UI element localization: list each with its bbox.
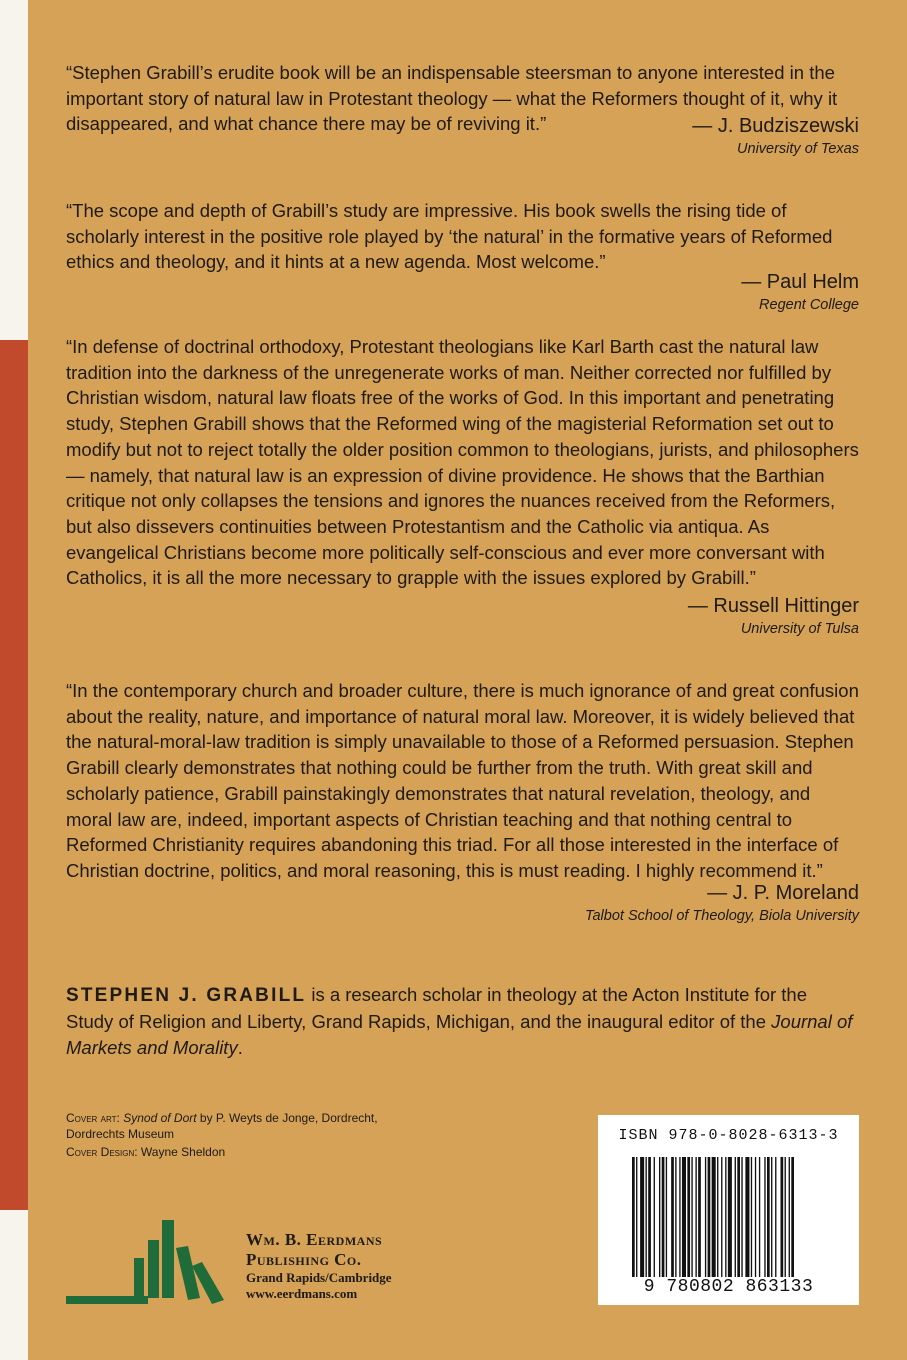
barcode-panel bbox=[598, 1115, 859, 1305]
barcode-bar bbox=[636, 1157, 637, 1277]
barcode-bar bbox=[682, 1157, 686, 1277]
barcode-bar bbox=[632, 1157, 635, 1277]
quote-attribution bbox=[66, 269, 859, 315]
barcode-bar bbox=[755, 1157, 756, 1277]
cover-credits bbox=[66, 1111, 396, 1161]
quote-text: “In the contemporary church and broader culture, there is much ignorance of and great confusion about the reality, nature, and importance of natural moral law. Moreover, it is widely believed that the natural-moral-law tradition is simply unavailable to those of a Reformed persuasion. Stephen Grabill clearly demonstrates that nothing could be further from the truth. With great skill and scholarly patience, Grabill painstakingly demonstrates that natural revelation, theology, and moral law are, indeed, important aspects of Christian teaching and that nothing central to Reformed Christianity requires abandoning this triad. For all those interested in the interface of Christian doctrine, politics, and moral reasoning, this is must reading. I highly recommend it.” bbox=[66, 680, 859, 881]
endorser-name: — Russell Hittinger bbox=[687, 595, 859, 618]
endorser-name: — Paul Helm bbox=[741, 271, 859, 294]
barcode-bar bbox=[705, 1157, 706, 1277]
barcode-bar bbox=[725, 1157, 726, 1277]
cover-art-title: Synod of Dort bbox=[123, 1111, 197, 1125]
barcode-bar bbox=[728, 1157, 732, 1277]
isbn-label: ISBN 978-0-8028-6313-3 bbox=[618, 1127, 839, 1144]
barcode-bar bbox=[764, 1157, 765, 1277]
quote-text: “Stephen Grabill’s erudite book will be an indispensable steersman to anyone interested in the important story of natural law in Protestant theology — what the Reformers thought of it, why it disappeared, and what chance there may be of reviving it.” bbox=[66, 62, 838, 135]
barcode-bar bbox=[648, 1157, 651, 1277]
eerdmans-logo-icon bbox=[66, 1218, 246, 1308]
bio-text: is a research scholar in theology at the Acton Institute for the Study of Religion and Liberty, Grand Rapids, Michigan, and the inaugural editor of the bbox=[66, 984, 807, 1032]
barcode-bar bbox=[759, 1157, 760, 1277]
endorser-affiliation: Talbot School of Theology, Biola University bbox=[584, 907, 859, 924]
barcode-bar bbox=[771, 1157, 772, 1277]
barcode-bar bbox=[789, 1157, 790, 1277]
endorsement-quote-4 bbox=[66, 678, 859, 926]
barcode-number: 9 780802 863133 bbox=[643, 1277, 814, 1297]
cover-art-details: by P. Weyts de Jonge, Dordrecht, Dordrechts Museum bbox=[66, 1111, 378, 1141]
endorsement-quote-3 bbox=[66, 334, 859, 639]
endorser-affiliation: University of Texas bbox=[737, 141, 859, 158]
barcode-bar bbox=[717, 1157, 718, 1277]
quote-attribution bbox=[66, 593, 859, 639]
spine-edge-red bbox=[0, 340, 28, 1210]
endorser-name: — J. Budziszewski bbox=[692, 115, 859, 138]
barcode-bar bbox=[679, 1157, 680, 1277]
author-name: STEPHEN J. GRABILL bbox=[66, 985, 307, 1006]
author-bio bbox=[66, 982, 859, 1061]
endorser-affiliation: Regent College bbox=[759, 297, 859, 314]
spine-edge-bottom bbox=[0, 1210, 28, 1360]
bio-end: . bbox=[237, 1037, 243, 1058]
barcode-bar bbox=[675, 1157, 676, 1277]
barcode-bar bbox=[662, 1157, 665, 1277]
barcode-bar bbox=[698, 1157, 701, 1277]
publisher-website: www.eerdmans.com bbox=[246, 1286, 358, 1301]
barcode-bar bbox=[654, 1157, 655, 1277]
barcode-bar bbox=[712, 1157, 716, 1277]
barcode-bar bbox=[687, 1157, 690, 1277]
quote-attribution bbox=[66, 880, 859, 926]
barcode-bar bbox=[735, 1157, 736, 1277]
publisher-imprint bbox=[246, 1230, 466, 1302]
barcode-bar bbox=[691, 1157, 692, 1277]
endorser-name: — J. P. Moreland bbox=[707, 881, 859, 904]
barcode-bar bbox=[695, 1157, 696, 1277]
barcode-bar bbox=[751, 1157, 752, 1277]
publisher-name-line1: Wm. B. Eerdmans bbox=[246, 1230, 383, 1249]
barcode-bar bbox=[745, 1157, 749, 1277]
cover-art-credit bbox=[66, 1111, 396, 1142]
barcode-bar bbox=[785, 1157, 786, 1277]
cover-design-name: Wayne Sheldon bbox=[137, 1145, 226, 1159]
endorser-affiliation: University of Tulsa bbox=[740, 621, 859, 638]
publisher-location: Grand Rapids/Cambridge bbox=[246, 1270, 392, 1285]
quote-text: “The scope and depth of Grabill’s study are impressive. His book swells the rising tide of scholarly interest in the positive role played by ‘the natural’ in the formative years of Reformed ethics and theology, and it hints at a new agenda. Most welcome.” bbox=[66, 200, 833, 273]
journal-title: Journal of Markets and Morality bbox=[66, 1011, 853, 1058]
barcode-bar bbox=[659, 1157, 660, 1277]
barcode-bar bbox=[741, 1157, 742, 1277]
barcode-bar bbox=[737, 1157, 740, 1277]
spine-edge-top bbox=[0, 0, 28, 340]
barcode-bar bbox=[775, 1157, 776, 1277]
cover-design-label: Cover Design: bbox=[66, 1145, 138, 1159]
barcode-bars bbox=[632, 1157, 826, 1277]
barcode-bar bbox=[666, 1157, 667, 1277]
barcode-bar bbox=[781, 1157, 784, 1277]
barcode-bar bbox=[721, 1157, 722, 1277]
cover-art-label: Cover art: bbox=[66, 1111, 120, 1125]
quote-text: “In defense of doctrinal orthodoxy, Protestant theologians like Karl Barth cast the natural law tradition into the darkness of the unregenerate works of man. Neither corrected nor fulfilled by Christian wisdom, natural law floats free of the works of God. In this important and penetrating study, Stephen Grabill shows that the Reformed wing of the magisterial Reformation set out to modify but not to reject totally the older position common to theologians, jurists, and philosophers — namely, that natural law is an expression of divine providence. He shows that the Barthian critique not only collapses the tensions and ignores the nuances received from the Reformers, but also dissevers continuities between Protestantism and the Catholic via antiqua. As evangelical Christians become more politically self-conscious and ever more conversant with Catholics, it is all the more necessary to grapple with the issues explored by Grabill.” bbox=[66, 336, 859, 589]
barcode-bar bbox=[767, 1157, 770, 1277]
barcode-bar bbox=[791, 1157, 794, 1277]
cover-design-credit bbox=[66, 1145, 396, 1161]
barcode-bar bbox=[708, 1157, 711, 1277]
barcode-bar bbox=[646, 1157, 647, 1277]
endorsement-quote-1 bbox=[66, 60, 859, 159]
publisher-name-line2: Publishing Co. bbox=[246, 1250, 362, 1269]
endorsement-quote-2 bbox=[66, 198, 859, 315]
barcode-bar bbox=[640, 1157, 644, 1277]
barcode-bar bbox=[671, 1157, 674, 1277]
